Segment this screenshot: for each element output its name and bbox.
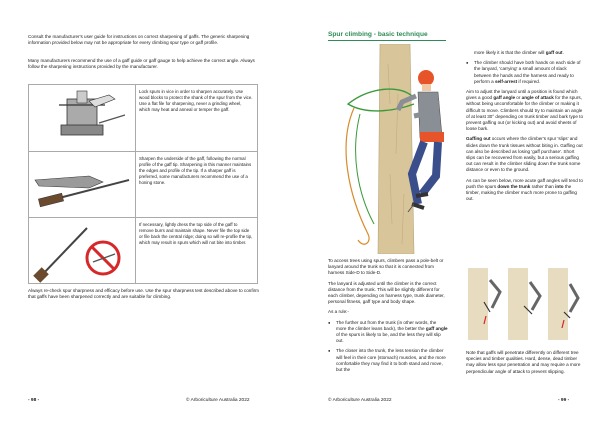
step-text-1: Lock spurs in vice in order to sharpen accurately. Use wood blocks to protect the shank of the spur from the vice. Use a flat file for sharpening, never a grinding wheel, which may heat and anneal or temper the gaff. [139,89,253,112]
file-topside-warning-illustration [29,218,136,284]
footer-copyright-right: © Arboriculture Australia 2022 [328,398,392,403]
gaff-angle-diagrams [466,262,584,342]
page-number-right: - 99 - [558,398,570,403]
access-paragraph: To access trees using spurs, climbers pass a pole-belt or lanyard around the trunk so that it is connected from harness Side-D to Side-D. [328,258,444,276]
section-heading: Spur climbing - basic technique [328,31,428,38]
right-column-b [466,50,584,202]
step-text-3: If necessary, lightly dress the top side of the gaff to remove burrs and maintain shape. Never file the top side or file back the central ridge; doing so will re-profile the tip, which may result in spurs which will not bite into timber. [139,222,253,245]
footer-copyright-left: © Arboriculture Australia 2022 [186,398,250,403]
sharpening-steps-table [28,84,258,284]
table-row [29,151,257,218]
bullet-hands: ● The climber should have both hands on each side of the lanyard, 'carrying' a small amount of slack between the hands and the harness and ready to perform a self-arrest if required. [466,60,584,85]
table-row [29,85,257,151]
lanyard-paragraph: The lanyard is adjusted until the climber is the correct distance from the trunk. This will be slightly different for each climber, depending on harness type, trunk diameter, personal fitness, gaff type and body shape. [328,280,445,305]
bullet-closer-in: ● The closer into the trunk, the less tension the climber will feel in their core (stomach) muscles, and the more comfortable they may find it to both stand and move, but the [328,348,448,373]
vice-spur-illustration [29,85,136,151]
gaff-angle-paragraph: Aim to adjust the lanyard until a position is found which gives a good gaff angle or angle of attack for the spurs, without being uncomfortable for the climber or making it difficult to move. Climbers should try to maintain an angle of at least 30° depending on trunk timber and bark type to prevent gaffing out (or kicking out) and avoid sheets of loose bark. [466,89,584,132]
acute-angle-paragraph: As can be seen below, more acute gaff angles will tend to push the spurs down the trunk rather than into the timber, making the climber much more prone to gaffing out. [466,177,583,202]
file-underside-illustration [29,152,136,218]
gaffing-out-paragraph: Gaffing out occurs where the climber's spur 'slips' and slides down the trunk tissues without biting in. Gaffing out can also be described as losing 'gaff purchase'. Short slips can be recovered from easily, but a serious gaffing out can result in the climber sliding down the trunk some distance or even to the ground. [466,136,583,173]
intro-paragraph-1: Consult the manufacturer's user guide for instructions on correct sharpening of gaffs. The generic sharpening information provided below may not be appropriate for every climbing spur type or gaff profile. [28,34,250,46]
intro-paragraph-2: Many manufacturers recommend the use of a gaff guide or gaff gauge to help achieve the correct angle. Always follow the sharpening instructions provided by the manufacturer. [28,58,255,70]
right-column-a [328,258,448,373]
bullet-lean-back: ● The further out from the trunk (in other words, the more the climber leans back), the better the gaff angle of the spurs is likely to be, and the less they will slip out. [328,320,448,345]
outro-paragraph: Always re-check spur sharpness and efficacy before use. Use the spur sharpness test described above to confirm that gaffs have been sharpened correctly and are suitable for climbing. [28,288,259,300]
rule-label: As a rule:- [328,309,349,315]
heading-rule [328,40,446,41]
spur-climber-illustration [328,44,464,254]
timber-note-paragraph: Note that gaffs will penetrate differently on different tree species and timber qualities. Hard, dense, dead timber may allow less spur penetration and may require a more perpendicular angle of attack to prevent slipping. [466,350,581,374]
page-number-left: - 98 - [28,398,40,403]
table-row [29,217,257,284]
step-text-2: Sharpen the underside of the gaff, following the normal profile of the gaff tip. Sharpening in this manner maintains the edges and profile of the tip. If a sharper gaff is preferred, some manufacturers recommend the use of a honing stone. [139,156,252,185]
gaff-out-continuation: more likely it is that the climber will gaff out. [474,50,564,55]
